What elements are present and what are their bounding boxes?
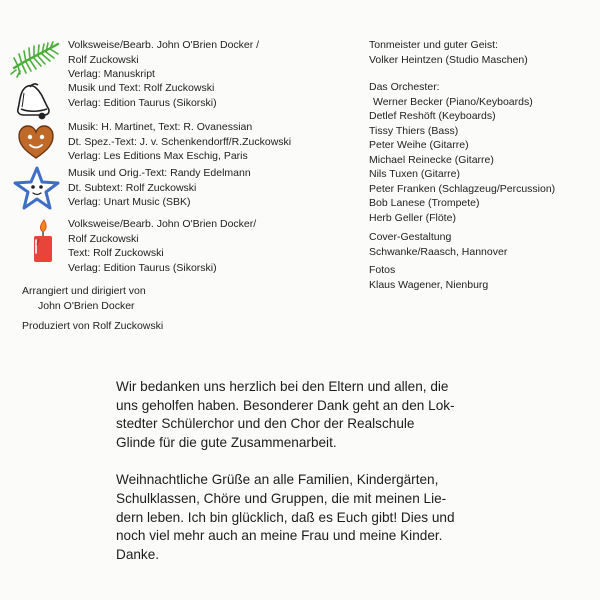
- orchestra-member: Peter Weihe (Gitarre): [369, 139, 469, 151]
- thanks-1-line-3: stedter Schülerchor und den Chor der Realschule: [116, 416, 415, 432]
- arranged-block: [22, 284, 146, 313]
- orchestra-heading: Das Orchester:: [369, 81, 440, 93]
- credit-1-line-2: Rolf Zuckowski: [68, 53, 139, 66]
- orchestra-member: Peter Franken (Schlagzeug/Percussion): [369, 182, 556, 195]
- fir-branch-icon: [10, 38, 62, 82]
- sound-line-1: Tonmeister und guter Geist:: [369, 39, 498, 51]
- thanks-1-line-4: Glinde für die gute Zusammenarbeit.: [116, 434, 337, 450]
- credit-1-line-3: Verlag: Manuskript: [68, 68, 155, 80]
- cover-design-block: [369, 230, 507, 259]
- credit-5-line-2: Rolf Zuckowski: [68, 232, 139, 245]
- orchestra-member: Nils Tuxen (Gitarre): [369, 168, 461, 180]
- credit-5-line-1: Volksweise/Bearb. John O'Brien Docker/: [68, 218, 257, 230]
- thanks-2-line-1: Weihnachtliche Grüße an alle Familien, Kindergärten,: [116, 472, 439, 488]
- candle-icon: [10, 217, 62, 267]
- arranged-line-1: Arrangiert und dirigiert von: [22, 285, 146, 297]
- thanks-2-line-3: dern leben. Ich bin glücklich, daß es Euch gibt! Dies und: [116, 509, 455, 525]
- credit-5-line-4: Verlag: Edition Taurus (Sikorski): [68, 261, 217, 274]
- produced-line: Produziert von Rolf Zuckowski: [22, 320, 164, 332]
- thanks-2-line-2: Schulklassen, Chöre und Gruppen, die mit meinen Lie-: [116, 490, 447, 506]
- cover-line-1: Cover-Gestaltung: [369, 231, 452, 243]
- credit-3-line-1: Musik: H. Martinet, Text: R. Ovanessian: [68, 121, 253, 133]
- sound-line-2: Volker Heintzen (Studio Maschen): [369, 53, 528, 66]
- credit-3-line-3: Verlag: Les Editions Max Eschig, Paris: [68, 150, 248, 162]
- credit-2-line-2: Verlag: Edition Taurus (Sikorski): [68, 96, 217, 109]
- credit-3-line-2: Dt. Spez.-Text: J. v. Schenkendorff/R.Zuckowski: [68, 135, 292, 148]
- credit-4-line-3: Verlag: Unart Music (SBK): [68, 196, 191, 208]
- credit-5-line-3: Text: Rolf Zuckowski: [68, 247, 164, 259]
- orchestra-member: Michael Reinecke (Gitarre): [369, 153, 494, 166]
- orchestra-member: Detlef Reshöft (Keyboards): [369, 110, 496, 122]
- thanks-text: [116, 378, 492, 583]
- photos-line-2: Klaus Wagener, Nienburg: [369, 278, 489, 291]
- orchestra-member: Tissy Thiers (Bass): [369, 124, 459, 137]
- thanks-1-line-2: uns geholfen haben. Besonderer Dank geht an den Lok-: [116, 397, 455, 413]
- orchestra-member: Werner Becker (Piano/Keyboards): [373, 95, 533, 108]
- credit-4-line-2: Dt. Subtext: Rolf Zuckowski: [68, 181, 197, 194]
- thanks-paragraph-2: [116, 471, 492, 564]
- bell-icon: [10, 81, 62, 125]
- thanks-2-line-4: noch viel mehr auch an meine Frau und meine Kinder.: [116, 528, 443, 544]
- thanks-2-line-5: Danke.: [116, 546, 160, 562]
- sound-engineer-block: [369, 38, 528, 67]
- thanks-paragraph-1: [116, 378, 492, 452]
- orchestra-block: [369, 80, 555, 225]
- arranged-line-2: John O'Brien Docker: [38, 299, 135, 312]
- photos-block: [369, 263, 488, 292]
- cover-line-2: Schwanke/Raasch, Hannover: [369, 245, 508, 258]
- gingerbread-heart-icon: [10, 120, 62, 164]
- orchestra-member: Bob Lanese (Trompete): [369, 197, 480, 209]
- star-icon: [10, 166, 62, 210]
- photos-line-1: Fotos: [369, 264, 396, 276]
- orchestra-member: Herb Geller (Flöte): [369, 211, 456, 224]
- credit-4-line-1: Musik und Orig.-Text: Randy Edelmann: [68, 167, 251, 179]
- thanks-1-line-1: Wir bedanken uns herzlich bei den Eltern und allen, die: [116, 379, 449, 394]
- credit-2-line-1: Musik und Text: Rolf Zuckowski: [68, 82, 215, 94]
- credit-1-line-1: Volksweise/Bearb. John O'Brien Docker /: [68, 39, 260, 51]
